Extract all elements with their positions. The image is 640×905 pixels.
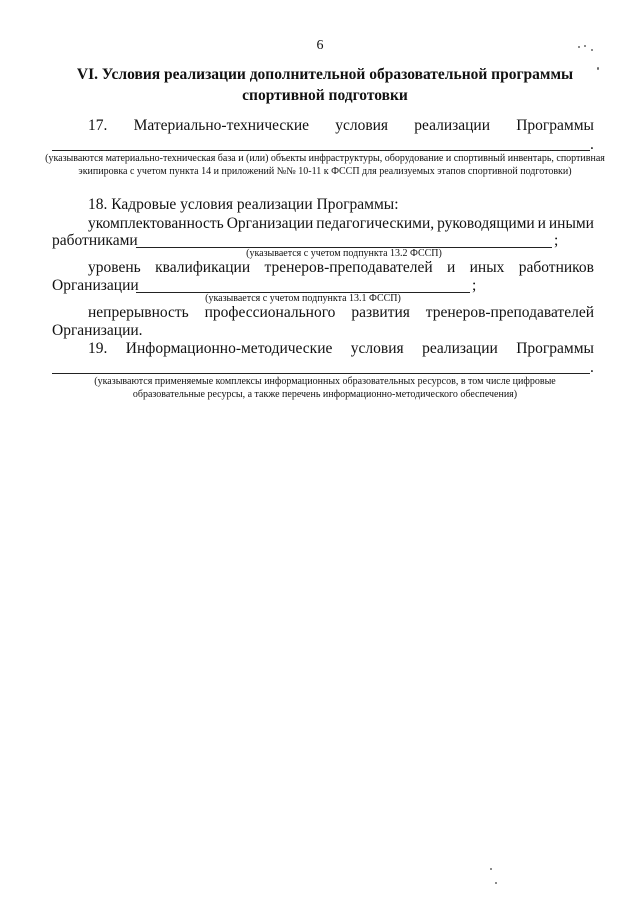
item17-note: (указываются материально-техническая база и (или) объекты инфраструктуры, оборудование и спортивный инвентарь, спортивная экипировка с учетом пункта 14 и приложений №№ 10-11 к ФССП для реализуемых этапов спортивной подготовки) [45, 153, 605, 177]
staffing-word: педагогическими, [316, 215, 435, 232]
staffing-word: Организации [226, 215, 314, 232]
scan-speck [490, 868, 492, 870]
item19-note-line2: образовательные ресурсы, а также перечень информационно-методического обеспечения) [132, 389, 518, 400]
item17-line-end: . [590, 136, 594, 153]
section-heading-line1: VI. Условия реализации дополнительной образовательной программы [76, 66, 574, 83]
item19-note [40, 375, 610, 401]
item17-line [88, 117, 594, 135]
item19-line-end: . [590, 359, 594, 376]
development-word: профессионального [204, 304, 336, 321]
qualification-word: работников [518, 259, 594, 276]
item18-development-line [88, 304, 594, 322]
scan-speck [584, 45, 586, 47]
section-heading [40, 64, 610, 106]
page-number: 6 [316, 38, 324, 53]
staffing-word: укомплектованность [88, 215, 224, 232]
item19-word: Программы [516, 340, 594, 357]
item18-staffing-line [88, 215, 594, 233]
staffing-word: руководящими [437, 215, 535, 232]
staffing-cont: работниками [52, 232, 138, 249]
scan-speck [591, 49, 593, 51]
item19-word: реализации [422, 340, 498, 357]
qualification-word: и [447, 259, 456, 276]
item19-word: условия [350, 340, 404, 357]
section-heading-line2: спортивной подготовки [242, 87, 408, 104]
qualification-note: (указывается с учетом подпункта 13.1 ФССП) [205, 293, 401, 304]
item17-word: 17. [88, 117, 108, 134]
item17-fill-line [52, 150, 590, 151]
item19-line [88, 340, 594, 358]
staffing-end: ; [554, 232, 559, 249]
item19-word: Информационно-методические [125, 340, 333, 357]
qualification-word: иных [469, 259, 505, 276]
staffing-word: и [537, 215, 546, 232]
item19-note-line1: (указываются применяемые комплексы информационных образовательных ресурсов, в том числе цифровые [94, 376, 556, 387]
item18-qualification-line [88, 259, 594, 277]
development-word: тренеров-преподавателей [425, 304, 594, 321]
qualification-word: квалификации [155, 259, 251, 276]
qualification-end: ; [472, 277, 477, 294]
development-word: развития [351, 304, 410, 321]
development-word: непрерывность [88, 304, 189, 321]
development-cont: Организации. [52, 322, 143, 339]
item17-word: условия [335, 117, 389, 134]
scan-speck [578, 46, 580, 48]
item17-word: реализации [414, 117, 491, 134]
qualification-word: уровень [88, 259, 141, 276]
item18-title: 18. Кадровые условия реализации Программы: [88, 196, 399, 213]
item17-word: Материально-технические [133, 117, 309, 134]
staffing-word: иными [548, 215, 594, 232]
qualification-cont: Организации [52, 277, 139, 294]
item19-fill-line [52, 373, 590, 374]
scan-speck [597, 67, 599, 70]
item19-word: 19. [88, 340, 108, 357]
qualification-word: тренеров-преподавателей [264, 259, 433, 276]
scan-speck [495, 882, 497, 884]
item17-word: Программы [516, 117, 594, 134]
staffing-note: (указывается с учетом подпункта 13.2 ФССП) [246, 248, 442, 259]
